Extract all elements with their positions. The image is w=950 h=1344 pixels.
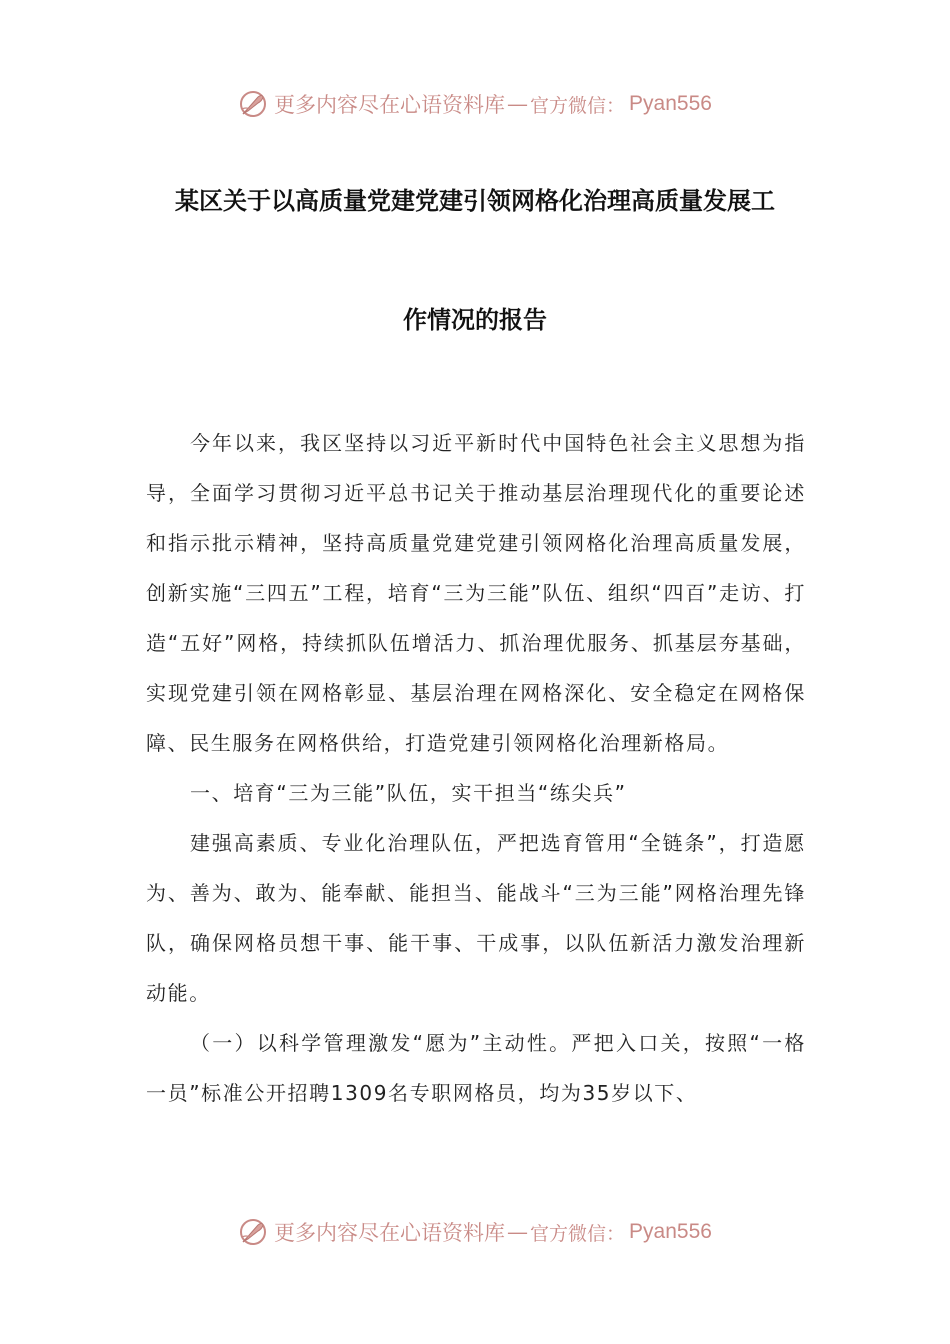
wechat-label: 官方微信： — [530, 94, 626, 117]
document-title-line-1: 某区关于以高质量党建党建引领网格化治理高质量发展工 — [175, 187, 775, 215]
banner-text: 更多内容尽在心语资料库 — [274, 1221, 506, 1245]
watermark-banner-top — [0, 84, 950, 124]
banner-separator: — — [507, 92, 529, 116]
watermark-banner-bottom — [0, 1212, 950, 1252]
paragraph-intro: 今年以来，我区坚持以习近平新时代中国特色社会主义思想为指导，全面学习贯彻习近平总书记关于推动基层治理现代化的重要论述和指示批示精神，坚持高质量党建党建引领网格化治理高质量发展，创新实施“三四五”工程，培育“三为三能”队伍、组织“四百”走访、打造“五好”网格，持续抓队伍增活力、抓治理优服务、抓基层夯基础，实现党建引领在网格彰显、基层治理在网格深化、安全稳定在网格保障、民生服务在网格供给，打造党建引领网格化治理新格局。 — [146, 431, 806, 755]
banner-separator: — — [507, 1220, 529, 1244]
section-heading-1: 一、培育“三为三能”队伍，实干担当“练尖兵” — [190, 781, 627, 805]
wechat-id: Pyan556 — [629, 1220, 712, 1243]
quill-pen-logo-icon — [238, 1217, 268, 1247]
banner-text: 更多内容尽在心语资料库 — [274, 93, 506, 117]
document-title-line-2: 作情况的报告 — [403, 306, 547, 334]
wechat-id: Pyan556 — [629, 92, 712, 115]
paragraph-subsection-1: （一）以科学管理激发“愿为”主动性。严把入口关，按照“一格一员”标准公开招聘1309名专职网格员，均为35岁以下、 — [146, 1031, 806, 1105]
document-body — [146, 418, 806, 1118]
paragraph-section-1: 建强高素质、专业化治理队伍，严把选育管用“全链条”，打造愿为、善为、敢为、能奉献、能担当、能战斗“三为三能”网格治理先锋队，确保网格员想干事、能干事、干成事，以队伍新活力激发治理新动能。 — [146, 831, 806, 1005]
quill-pen-logo-icon — [238, 89, 268, 119]
wechat-label: 官方微信： — [530, 1222, 626, 1245]
